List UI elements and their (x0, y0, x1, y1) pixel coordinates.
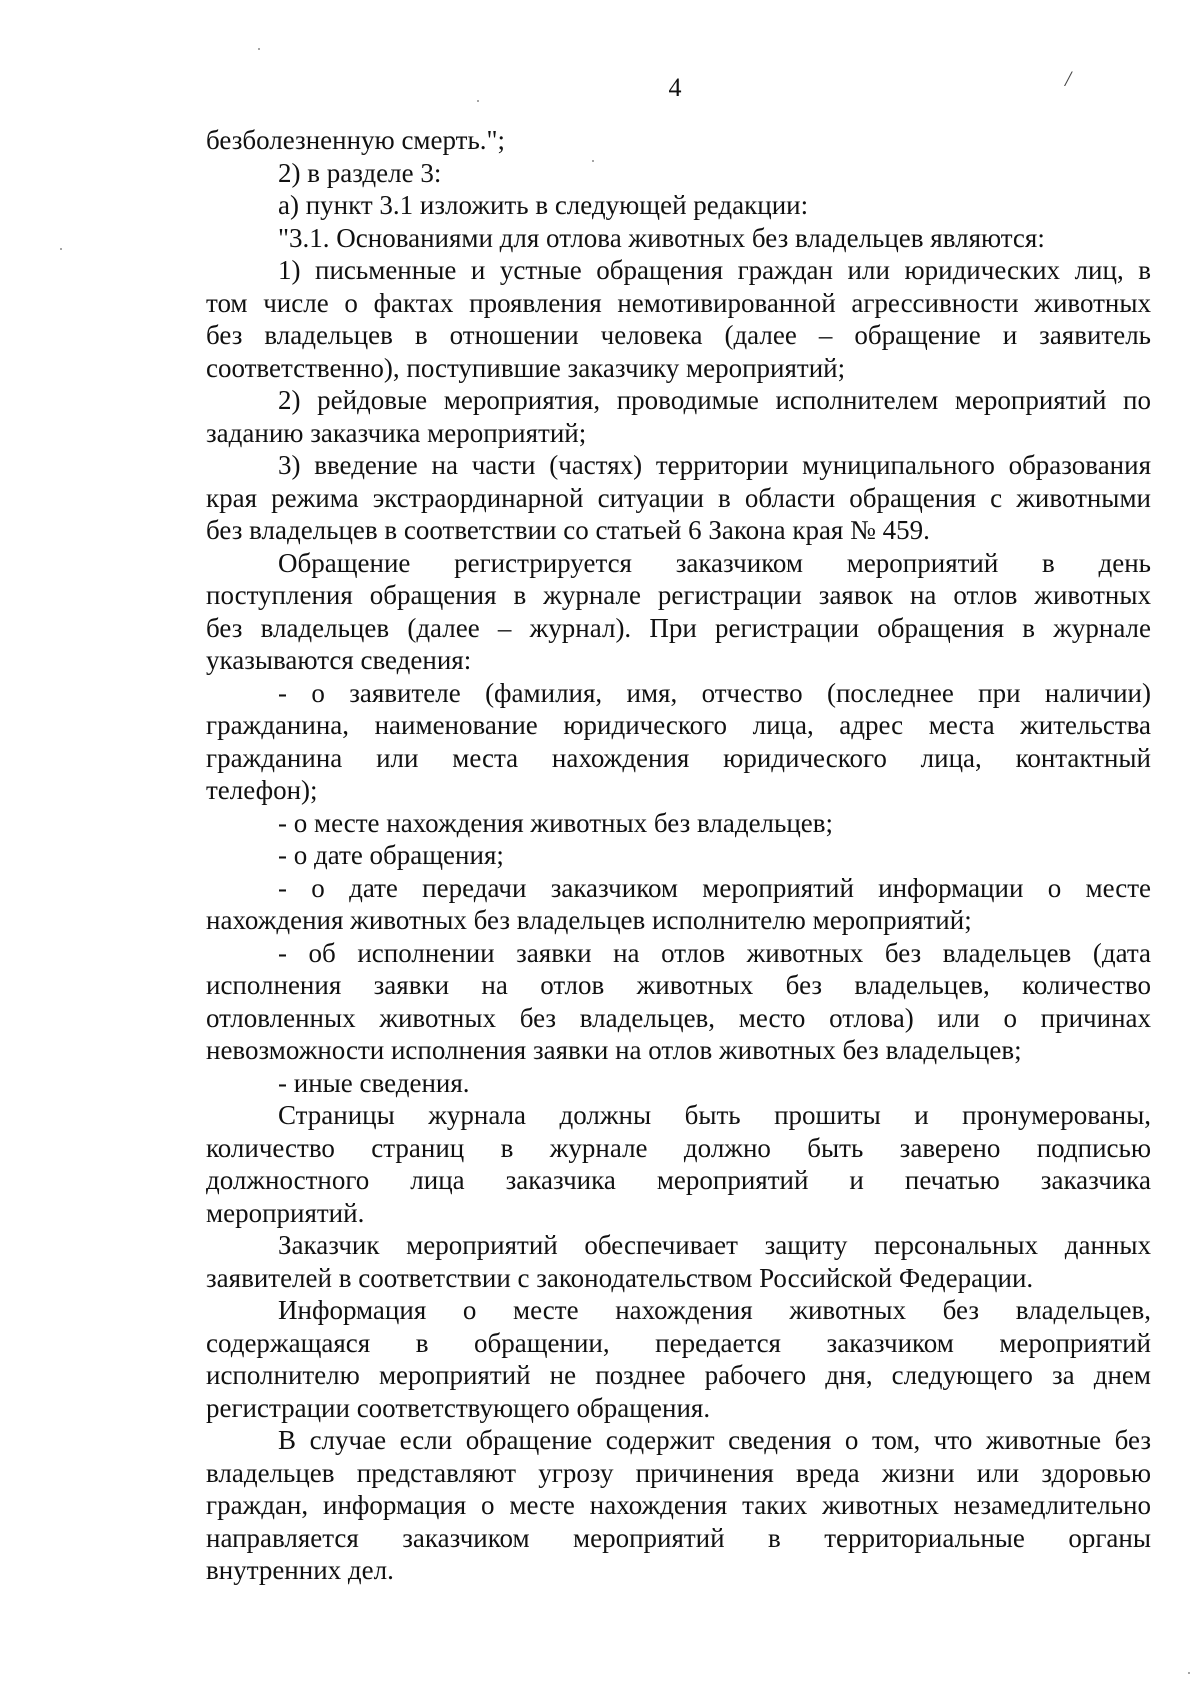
scan-speck (477, 100, 479, 102)
text-line: мероприятий. (206, 1197, 365, 1228)
text-line: без владельцев в соответствии со статьей 6 Закона края № 459. (206, 515, 930, 545)
text-line: - об исполнении заявки на отлов животных без владельцев (дата (278, 937, 1151, 968)
text-line: "3.1. Основаниями для отлова животных без владельцев являются: (278, 222, 1045, 253)
text-line: количество страниц в журнале должно быть заверено подписью (206, 1132, 1151, 1163)
text-line: края режима экстраординарной ситуации в области обращения с животными (206, 482, 1151, 513)
text-line: безболезненную смерть."; (206, 125, 506, 155)
text-line: регистрации соответствующего обращения. (206, 1392, 711, 1423)
page-number: 4 (668, 73, 682, 102)
text-line: владельцев представляют угрозу причинения вреда жизни или здоровью (206, 1457, 1151, 1488)
text-line: гражданина или места нахождения юридического лица, контактный (206, 742, 1151, 773)
text-line: В случае если обращение содержит сведения о том, что животные без (278, 1425, 1151, 1455)
text-line: том числе о фактах проявления немотивированной агрессивности животных (206, 287, 1151, 318)
text-line: соответственно), поступившие заказчику мероприятий; (206, 352, 846, 383)
text-line: поступления обращения в журнале регистрации заявок на отлов животных (206, 580, 1151, 610)
text-line: Заказчик мероприятий обеспечивает защиту персональных данных (278, 1230, 1151, 1260)
text-line: заданию заказчика мероприятий; (206, 417, 587, 448)
text-line: заявителей в соответствии с законодательством Российской Федерации. (206, 1262, 1034, 1293)
text-line: - иные сведения. (278, 1067, 470, 1098)
text-line: без владельцев (далее – журнал). При регистрации обращения в журнале (206, 612, 1151, 643)
text-line: а) пункт 3.1 изложить в следующей редакции: (278, 190, 809, 220)
text-line: 3) введение на части (частях) территории муниципального образования (278, 450, 1151, 480)
text-line: 1) письменные и устные обращения граждан или юридических лиц, в (278, 255, 1151, 285)
scan-speck (258, 48, 260, 50)
text-line: без владельцев в отношении человека (далее – обращение и заявитель (206, 320, 1151, 350)
text-line: - о дате обращения; (278, 840, 504, 870)
text-line: указываются сведения: (206, 645, 472, 675)
text-line: Обращение регистрируется заказчиком мероприятий в день (278, 547, 1151, 578)
text-line: отловленных животных без владельцев, место отлова) или о причинах (206, 1002, 1151, 1033)
text-line: телефон); (206, 775, 318, 805)
text-line: нахождения животных без владельцев исполнителю мероприятий; (206, 905, 972, 935)
text-line: Информация о месте нахождения животных без владельцев, (278, 1295, 1151, 1325)
scan-speck (60, 248, 62, 250)
text-line: - о дате передачи заказчиком мероприятий информации о месте (278, 872, 1151, 903)
text-line: - о месте нахождения животных без владельцев; (278, 807, 834, 838)
text-line: должностного лица заказчика мероприятий и печатью заказчика (206, 1165, 1151, 1195)
corner-mark: / (1065, 66, 1072, 91)
text-line: Страницы журнала должны быть прошиты и пронумерованы, (278, 1100, 1151, 1130)
document-body (206, 124, 1151, 1587)
text-line: содержащаяся в обращении, передается заказчиком мероприятий (206, 1327, 1151, 1358)
text-line: исполнения заявки на отлов животных без владельцев, количество (206, 970, 1151, 1000)
scan-speck (1188, 1672, 1190, 1674)
text-line: внутренних дел. (206, 1555, 394, 1585)
text-line: исполнителю мероприятий не позднее рабочего дня, следующего за днем (206, 1360, 1151, 1390)
text-line: 2) в разделе 3: (278, 157, 442, 188)
text-line: направляется заказчиком мероприятий в территориальные органы (206, 1522, 1151, 1553)
text-line: 2) рейдовые мероприятия, проводимые исполнителем мероприятий по (278, 385, 1151, 415)
text-line: - о заявителе (фамилия, имя, отчество (последнее при наличии) (278, 677, 1151, 708)
text-line: граждан, информация о месте нахождения таких животных незамедлительно (206, 1490, 1151, 1520)
text-line: гражданина, наименование юридического лица, адрес места жительства (206, 710, 1151, 740)
text-line: невозможности исполнения заявки на отлов животных без владельцев; (206, 1035, 1022, 1065)
